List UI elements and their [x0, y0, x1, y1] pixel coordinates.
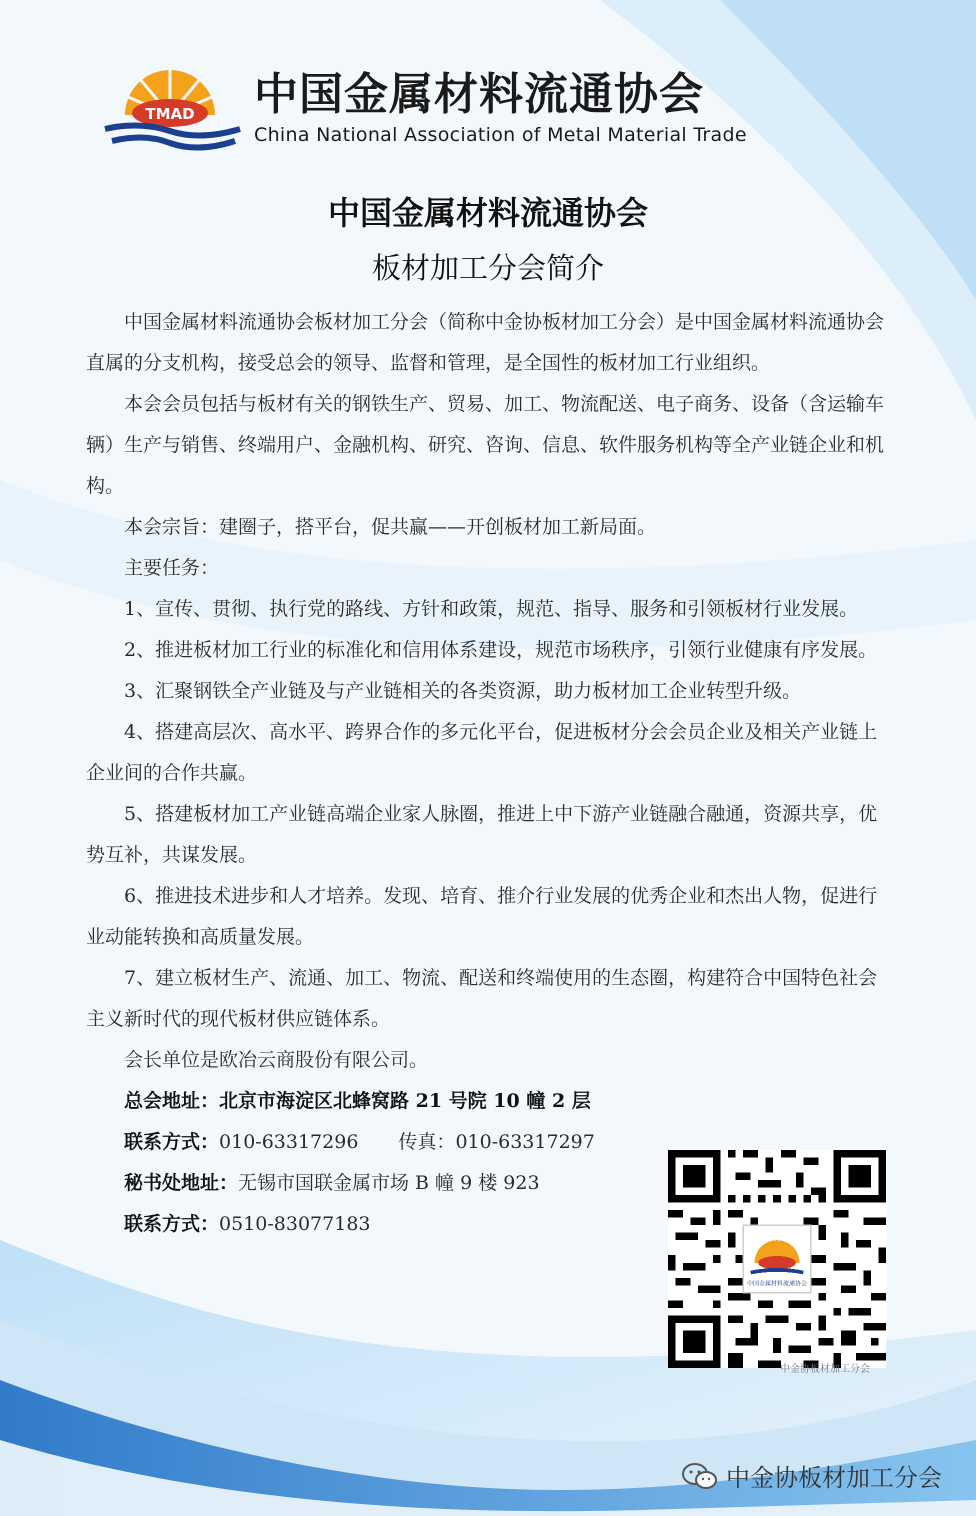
- footer-account[interactable]: [680, 1458, 942, 1493]
- paragraph-members: 本会会员包括与板材有关的钢铁生产、贸易、加工、物流配送、电子商务、设备（含运输车辆）生产与销售、终端用户、金融机构、研究、咨询、信息、软件服务机构等全产业链企业和机构。: [86, 393, 885, 497]
- secretariat-label: 秘书处地址：: [124, 1172, 239, 1194]
- hq-address: [86, 1081, 646, 1122]
- secretariat-value: 无锡市国联金属市场 B 幢 9 楼 923: [238, 1172, 540, 1194]
- secretariat-contact: [86, 1204, 646, 1245]
- footer-account-name: 中金协板材加工分会: [726, 1464, 942, 1492]
- phone-value: 010-63317296: [219, 1131, 359, 1153]
- org-name-en: China National Association of Metal Material Trade: [254, 124, 747, 146]
- org-name-cn: 中国金属材料流通协会: [254, 69, 704, 120]
- paragraph-purpose: 本会宗旨：建圈子，搭平台，促共赢——开创板材加工新局面。: [124, 516, 657, 538]
- qr-caption: 中金协板材加工分会: [780, 1364, 870, 1375]
- intro-body: [86, 302, 886, 1245]
- hq-contact: [86, 1122, 646, 1163]
- task-item: 6、推进技术进步和人才培养。发现、培育、推介行业发展的优秀企业和杰出人物，促进行业动能转换和高质量发展。: [86, 885, 878, 948]
- fax-label: 传真：: [398, 1131, 456, 1153]
- president-unit: 会长单位是欧冶云商股份有限公司。: [124, 1049, 429, 1071]
- wechat-icon: [680, 1461, 720, 1491]
- task-item: 7、建立板材生产、流通、加工、物流、配送和终端使用的生态圈，构建符合中国特色社会主义新时代的现代板材供应链体系。: [86, 967, 878, 1030]
- paragraph-intro: 中国金属材料流通协会板材加工分会（简称中金协板材加工分会）是中国金属材料流通协会直属的分支机构，接受总会的领导、监督和管理，是全国性的板材加工行业组织。: [86, 311, 885, 374]
- hq-value: 北京市海淀区北蜂窝路 21 号院 10 幢 2 层: [219, 1090, 591, 1112]
- hq-label: 总会地址：: [124, 1090, 220, 1112]
- task-item: 4、搭建高层次、高水平、跨界合作的多元化平台，促进板材分会会员企业及相关产业链上企业间的合作共赢。: [86, 721, 878, 784]
- logo-text: TMAD: [145, 105, 195, 123]
- association-logo: [100, 55, 250, 155]
- secretariat-address: [86, 1163, 646, 1204]
- qr-code[interactable]: [668, 1150, 886, 1368]
- paragraph-tasks-heading: 主要任务：: [124, 557, 220, 579]
- main-title: 中国金属材料流通协会: [327, 194, 648, 232]
- sub-title: 板材加工分会简介: [371, 251, 604, 285]
- fax-value: 010-63317297: [455, 1131, 595, 1153]
- task-item: 5、搭建板材加工产业链高端企业家人脉圈，推进上中下游产业链融合融通，资源共享，优势互补，共谋发展。: [86, 803, 878, 866]
- qr-center-label: [747, 1279, 807, 1287]
- task-item: 3、汇聚钢铁全产业链及与产业链相关的各类资源，助力板材加工企业转型升级。: [124, 680, 802, 702]
- phone2-value: 0510-83077183: [219, 1213, 371, 1235]
- task-item: 2、推进板材加工行业的标准化和信用体系建设，规范市场秩序，引领行业健康有序发展。: [124, 639, 878, 661]
- task-item: 1、宣传、贯彻、执行党的路线、方针和政策，规范、指导、服务和引领板材行业发展。: [124, 598, 859, 620]
- phone-label: 联系方式：: [124, 1131, 220, 1153]
- phone2-label: 联系方式：: [124, 1213, 220, 1235]
